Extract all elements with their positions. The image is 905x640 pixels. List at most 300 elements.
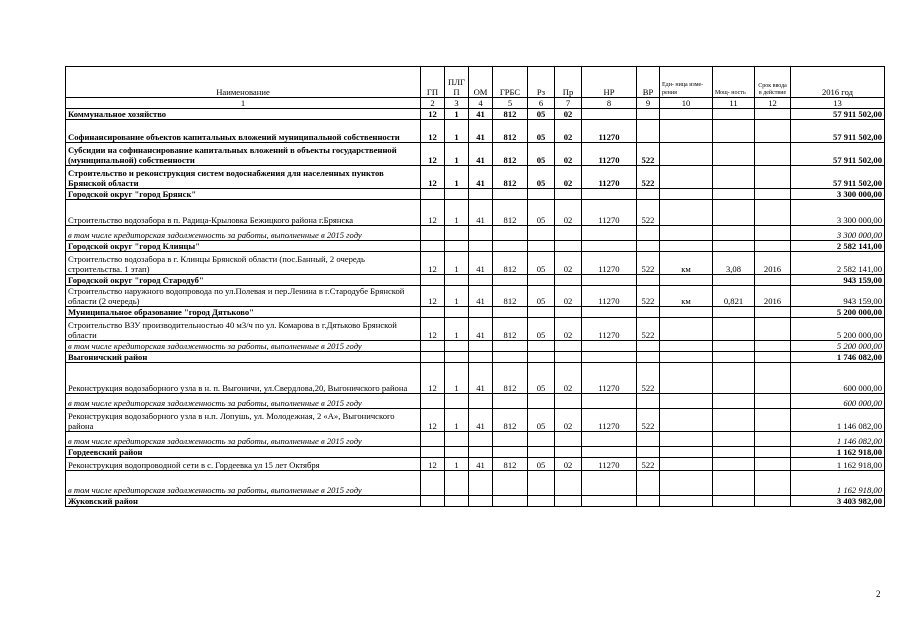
row-rz	[528, 307, 555, 318]
table-row	[66, 241, 885, 252]
row-rz	[528, 394, 555, 409]
row-unit	[660, 432, 713, 447]
row-rz	[528, 189, 555, 200]
row-rz	[528, 432, 555, 447]
row-pr	[555, 275, 582, 286]
row-unit	[660, 352, 713, 363]
row-grbs	[493, 226, 528, 241]
table-row	[66, 352, 885, 363]
row-amount: 5 200 000,00	[791, 341, 885, 352]
row-name: Строительство водозабора в г. Клинцы Брянской области (пос.Банный, 2 очередь строительства. 1 этап)	[66, 252, 421, 275]
row-gp: 12	[421, 120, 445, 143]
row-amount: 600 000,00	[791, 394, 885, 409]
row-pr: 02	[555, 286, 582, 307]
row-nr: 11270	[582, 363, 637, 394]
column-number: 1	[66, 98, 421, 109]
row-name: Городской округ "город Стародуб"	[66, 275, 421, 286]
budget-table	[65, 66, 885, 507]
row-pr: 02	[555, 166, 582, 189]
row-om	[469, 394, 493, 409]
row-om	[469, 432, 493, 447]
row-amount: 1 162 918,00	[791, 458, 885, 471]
row-name: Городской округ "город Брянск"	[66, 189, 421, 200]
row-unit	[660, 109, 713, 120]
table-row	[66, 447, 885, 458]
row-pr	[555, 189, 582, 200]
header-term: Срок ввода в действие	[755, 67, 791, 98]
row-power	[713, 307, 755, 318]
row-vr	[637, 241, 660, 252]
row-grbs: 812	[493, 143, 528, 166]
row-gp	[421, 189, 445, 200]
row-amount: 1 146 082,00	[791, 432, 885, 447]
row-nr	[582, 471, 637, 496]
table-row	[66, 120, 885, 143]
row-plgp: 1	[445, 458, 469, 471]
row-power	[713, 458, 755, 471]
column-number: 5	[493, 98, 528, 109]
row-term	[755, 432, 791, 447]
row-pr: 02	[555, 109, 582, 120]
row-term	[755, 496, 791, 507]
header-power: Мощ- ность	[713, 67, 755, 98]
column-number: 3	[445, 98, 469, 109]
row-name: Выгоничский район	[66, 352, 421, 363]
row-plgp: 1	[445, 143, 469, 166]
row-rz: 05	[528, 363, 555, 394]
row-rz: 05	[528, 166, 555, 189]
column-number: 13	[791, 98, 885, 109]
row-plgp: 1	[445, 200, 469, 226]
table-row	[66, 318, 885, 341]
row-plgp	[445, 432, 469, 447]
table-row	[66, 143, 885, 166]
row-pr	[555, 226, 582, 241]
row-plgp	[445, 471, 469, 496]
row-vr	[637, 496, 660, 507]
row-unit	[660, 471, 713, 496]
row-pr	[555, 341, 582, 352]
row-gp	[421, 447, 445, 458]
row-term	[755, 226, 791, 241]
row-om	[469, 189, 493, 200]
row-power	[713, 447, 755, 458]
row-rz	[528, 275, 555, 286]
header-name: Наименование	[66, 67, 421, 98]
table-row	[66, 363, 885, 394]
row-pr	[555, 496, 582, 507]
table-row	[66, 200, 885, 226]
row-vr: 522	[637, 286, 660, 307]
row-nr	[582, 226, 637, 241]
row-power	[713, 318, 755, 341]
row-unit	[660, 241, 713, 252]
row-amount: 1 146 082,00	[791, 409, 885, 432]
row-term: 2016	[755, 252, 791, 275]
row-grbs	[493, 394, 528, 409]
row-name: Строительство ВЗУ производительностью 40 м3/ч по ул. Комарова в г.Дятьково Брянской области	[66, 318, 421, 341]
column-number-row	[66, 98, 885, 109]
row-name: Городской округ "город Клинцы"	[66, 241, 421, 252]
row-rz	[528, 352, 555, 363]
row-nr: 11270	[582, 143, 637, 166]
table-row	[66, 189, 885, 200]
row-amount: 943 159,00	[791, 275, 885, 286]
row-om: 41	[469, 318, 493, 341]
row-power: 0,821	[713, 286, 755, 307]
row-vr	[637, 226, 660, 241]
row-unit	[660, 307, 713, 318]
row-gp: 12	[421, 458, 445, 471]
row-unit: км	[660, 252, 713, 275]
row-rz: 05	[528, 143, 555, 166]
row-plgp	[445, 341, 469, 352]
row-term	[755, 341, 791, 352]
row-grbs	[493, 275, 528, 286]
row-pr: 02	[555, 318, 582, 341]
row-power	[713, 409, 755, 432]
row-name: Гордеевский район	[66, 447, 421, 458]
row-grbs	[493, 241, 528, 252]
table-row	[66, 275, 885, 286]
row-plgp: 1	[445, 109, 469, 120]
row-unit	[660, 496, 713, 507]
column-number: 8	[582, 98, 637, 109]
row-unit	[660, 275, 713, 286]
row-amount: 3 300 000,00	[791, 189, 885, 200]
row-amount: 5 200 000,00	[791, 307, 885, 318]
row-nr	[582, 341, 637, 352]
row-plgp	[445, 496, 469, 507]
row-power	[713, 120, 755, 143]
row-rz: 05	[528, 458, 555, 471]
row-power	[713, 241, 755, 252]
row-vr	[637, 471, 660, 496]
row-term	[755, 458, 791, 471]
row-term	[755, 109, 791, 120]
row-gp	[421, 341, 445, 352]
row-unit	[660, 143, 713, 166]
row-vr	[637, 352, 660, 363]
row-power	[713, 200, 755, 226]
row-nr	[582, 189, 637, 200]
row-pr: 02	[555, 200, 582, 226]
row-grbs: 812	[493, 109, 528, 120]
row-pr: 02	[555, 120, 582, 143]
row-amount: 1 162 918,00	[791, 471, 885, 496]
row-plgp: 1	[445, 286, 469, 307]
row-term: 2016	[755, 286, 791, 307]
row-term	[755, 166, 791, 189]
column-number: 6	[528, 98, 555, 109]
header-gp: ГП	[421, 67, 445, 98]
row-nr: 11270	[582, 458, 637, 471]
row-om	[469, 307, 493, 318]
row-pr: 02	[555, 143, 582, 166]
row-name: Реконструкция водопроводной сети в с. Гордеевка ул 15 лет Октября	[66, 458, 421, 471]
row-vr	[637, 432, 660, 447]
row-pr: 02	[555, 252, 582, 275]
row-grbs: 812	[493, 166, 528, 189]
row-nr: 11270	[582, 200, 637, 226]
row-grbs	[493, 432, 528, 447]
row-unit	[660, 363, 713, 394]
row-om	[469, 471, 493, 496]
column-number: 2	[421, 98, 445, 109]
row-power	[713, 166, 755, 189]
row-gp	[421, 496, 445, 507]
row-vr	[637, 189, 660, 200]
table-row	[66, 226, 885, 241]
row-om: 41	[469, 458, 493, 471]
row-gp: 12	[421, 166, 445, 189]
row-name: Реконструкция водозаборного узла в н. п. Выгоничи, ул.Свердлова,20, Выгоничского района	[66, 363, 421, 394]
row-nr: 11270	[582, 318, 637, 341]
row-plgp: 1	[445, 363, 469, 394]
row-plgp	[445, 307, 469, 318]
row-om: 41	[469, 120, 493, 143]
row-power	[713, 226, 755, 241]
row-term	[755, 394, 791, 409]
row-gp	[421, 226, 445, 241]
row-term	[755, 363, 791, 394]
row-power	[713, 143, 755, 166]
row-term	[755, 352, 791, 363]
row-nr	[582, 432, 637, 447]
row-plgp	[445, 189, 469, 200]
column-number: 4	[469, 98, 493, 109]
column-number: 11	[713, 98, 755, 109]
row-om	[469, 496, 493, 507]
row-term	[755, 307, 791, 318]
row-vr: 522	[637, 458, 660, 471]
row-power	[713, 432, 755, 447]
row-plgp	[445, 447, 469, 458]
row-pr: 02	[555, 363, 582, 394]
row-name: Софинансирование объектов капитальных вложений муниципальной собственности	[66, 120, 421, 143]
row-plgp	[445, 352, 469, 363]
row-vr: 522	[637, 143, 660, 166]
row-plgp	[445, 275, 469, 286]
table-row	[66, 471, 885, 496]
row-vr	[637, 307, 660, 318]
row-nr	[582, 352, 637, 363]
row-om	[469, 241, 493, 252]
row-om: 41	[469, 200, 493, 226]
row-term	[755, 200, 791, 226]
row-gp	[421, 241, 445, 252]
row-pr	[555, 447, 582, 458]
row-gp: 12	[421, 200, 445, 226]
row-pr: 02	[555, 458, 582, 471]
row-term	[755, 275, 791, 286]
table-row	[66, 409, 885, 432]
row-vr: 522	[637, 200, 660, 226]
row-pr	[555, 471, 582, 496]
table-body	[66, 109, 885, 507]
row-amount: 57 911 502,00	[791, 120, 885, 143]
row-rz: 05	[528, 200, 555, 226]
row-vr: 522	[637, 318, 660, 341]
row-term	[755, 189, 791, 200]
row-pr	[555, 352, 582, 363]
row-rz	[528, 496, 555, 507]
row-rz	[528, 447, 555, 458]
row-plgp	[445, 226, 469, 241]
row-om	[469, 341, 493, 352]
row-nr: 11270	[582, 286, 637, 307]
row-grbs	[493, 307, 528, 318]
row-vr	[637, 275, 660, 286]
table-row	[66, 432, 885, 447]
row-pr	[555, 241, 582, 252]
row-vr: 522	[637, 166, 660, 189]
row-plgp: 1	[445, 252, 469, 275]
row-name: в том числе кредиторская задолженность за работы, выполненные в 2015 году	[66, 341, 421, 352]
table-row	[66, 166, 885, 189]
row-vr	[637, 341, 660, 352]
row-name: Строительство и реконструкция систем водоснабжения для населенных пунктов Брянской области	[66, 166, 421, 189]
row-term	[755, 120, 791, 143]
table-row	[66, 496, 885, 507]
row-power	[713, 352, 755, 363]
row-term	[755, 143, 791, 166]
row-vr: 522	[637, 252, 660, 275]
row-amount: 2 582 141,00	[791, 252, 885, 275]
header-pr: Пр	[555, 67, 582, 98]
row-vr	[637, 394, 660, 409]
row-om: 41	[469, 363, 493, 394]
row-nr: 11270	[582, 166, 637, 189]
row-power	[713, 189, 755, 200]
row-gp	[421, 432, 445, 447]
header-row	[66, 67, 885, 98]
row-plgp: 1	[445, 409, 469, 432]
row-plgp: 1	[445, 318, 469, 341]
row-name: в том числе кредиторская задолженность за работы, выполненные в 2015 году	[66, 226, 421, 241]
row-unit	[660, 226, 713, 241]
row-plgp: 1	[445, 166, 469, 189]
row-nr	[582, 447, 637, 458]
row-nr	[582, 241, 637, 252]
row-gp: 12	[421, 109, 445, 120]
row-unit: км	[660, 286, 713, 307]
row-plgp	[445, 241, 469, 252]
row-name: Реконструкция водозаборного узла в н.п. Лопушь, ул. Молодежная, 2 «А», Выгоничского района	[66, 409, 421, 432]
row-gp: 12	[421, 363, 445, 394]
row-unit	[660, 200, 713, 226]
row-nr	[582, 307, 637, 318]
row-plgp	[445, 394, 469, 409]
row-rz: 05	[528, 120, 555, 143]
row-gp	[421, 275, 445, 286]
row-gp: 12	[421, 318, 445, 341]
row-term	[755, 447, 791, 458]
row-grbs	[493, 341, 528, 352]
row-term	[755, 471, 791, 496]
row-grbs: 812	[493, 363, 528, 394]
row-om: 41	[469, 166, 493, 189]
row-grbs	[493, 352, 528, 363]
row-name: Жуковский район	[66, 496, 421, 507]
row-name: в том числе кредиторская задолженность за работы, выполненные в 2015 году	[66, 471, 421, 496]
row-nr: 11270	[582, 252, 637, 275]
row-vr	[637, 120, 660, 143]
row-amount: 57 911 502,00	[791, 109, 885, 120]
row-unit	[660, 458, 713, 471]
row-name: Муниципальное образование "город Дятьково"	[66, 307, 421, 318]
row-amount: 1 746 082,00	[791, 352, 885, 363]
row-rz	[528, 341, 555, 352]
row-nr	[582, 394, 637, 409]
row-unit	[660, 166, 713, 189]
row-grbs	[493, 447, 528, 458]
row-grbs: 812	[493, 252, 528, 275]
row-rz: 05	[528, 409, 555, 432]
row-om	[469, 352, 493, 363]
row-plgp: 1	[445, 120, 469, 143]
row-unit	[660, 120, 713, 143]
row-om: 41	[469, 286, 493, 307]
row-rz	[528, 471, 555, 496]
row-grbs: 812	[493, 286, 528, 307]
row-gp	[421, 394, 445, 409]
row-nr	[582, 496, 637, 507]
row-amount: 57 911 502,00	[791, 143, 885, 166]
row-gp	[421, 471, 445, 496]
header-plgp: ПЛГ П	[445, 67, 469, 98]
row-rz: 05	[528, 318, 555, 341]
row-rz: 05	[528, 286, 555, 307]
row-rz: 05	[528, 109, 555, 120]
row-name: в том числе кредиторская задолженность за работы, выполненные в 2015 году	[66, 394, 421, 409]
row-amount: 943 159,00	[791, 286, 885, 307]
row-gp	[421, 307, 445, 318]
row-gp	[421, 352, 445, 363]
row-vr	[637, 447, 660, 458]
row-om: 41	[469, 409, 493, 432]
row-grbs: 812	[493, 200, 528, 226]
table-row	[66, 109, 885, 120]
row-power: 3,08	[713, 252, 755, 275]
row-name: Субсидии на софинансирование капитальных вложений в объекты государственной (муниципальной) собственности	[66, 143, 421, 166]
row-rz	[528, 226, 555, 241]
header-grbs: ГРБС	[493, 67, 528, 98]
row-power	[713, 496, 755, 507]
table-row	[66, 286, 885, 307]
row-name: Коммунальное хозяйство	[66, 109, 421, 120]
row-amount: 3 403 982,00	[791, 496, 885, 507]
header-rz: Рз	[528, 67, 555, 98]
header-year: 2016 год	[791, 67, 885, 98]
row-term	[755, 241, 791, 252]
row-rz: 05	[528, 252, 555, 275]
row-om: 41	[469, 109, 493, 120]
header-unit: Еди- ница изме- рения	[660, 67, 713, 98]
header-vr: ВР	[637, 67, 660, 98]
table-row	[66, 394, 885, 409]
row-term	[755, 409, 791, 432]
row-amount: 3 300 000,00	[791, 226, 885, 241]
row-power	[713, 471, 755, 496]
row-pr	[555, 307, 582, 318]
row-name: в том числе кредиторская задолженность за работы, выполненные в 2015 году	[66, 432, 421, 447]
row-om	[469, 226, 493, 241]
row-gp: 12	[421, 252, 445, 275]
column-number: 9	[637, 98, 660, 109]
row-nr	[582, 275, 637, 286]
row-pr	[555, 394, 582, 409]
